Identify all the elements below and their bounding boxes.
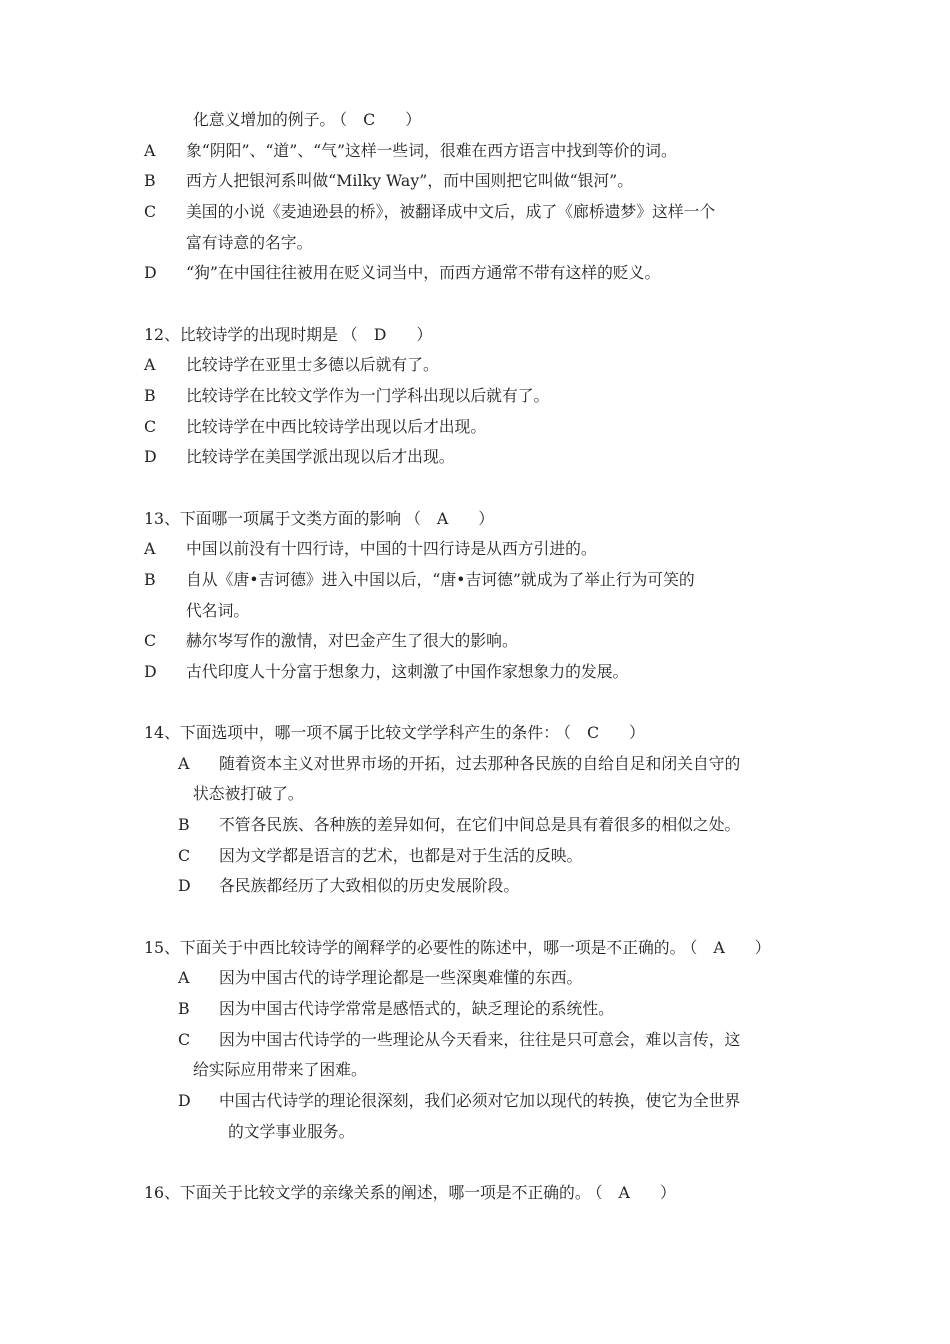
answer-paren-close: ）: [659, 1182, 676, 1202]
option-b: [0, 810, 950, 841]
answer-paren-open: （: [341, 324, 358, 344]
option-c: [0, 197, 950, 228]
answer-paren-close: ）: [416, 324, 433, 344]
answer-letter: C: [586, 723, 600, 743]
option-label: A: [144, 539, 156, 559]
option-text: 因为中国古代的诗学理论都是一些深奥难懂的东西。: [219, 968, 583, 988]
option-b: [0, 994, 950, 1025]
option-text: 比较诗学在比较文学作为一门学科出现以后就有了。: [186, 385, 550, 405]
option-text: 象“阴阳”、“道”、“气”这样一些词，很难在西方语言中找到等价的词。: [186, 140, 677, 160]
option-label: A: [144, 355, 156, 375]
option-text: 因为中国古代诗学的一些理论从今天看来，往往是只可意会，难以言传，这: [219, 1029, 741, 1049]
option-text: 比较诗学在亚里士多德以后就有了。: [186, 355, 439, 375]
question-15: [0, 933, 950, 1148]
option-c: [0, 412, 950, 443]
option-text: 不管各民族、各种族的差异如何，在它们中间总是具有着很多的相似之处。: [219, 815, 741, 835]
option-label: B: [178, 999, 190, 1019]
option-d: [0, 871, 950, 902]
option-text: 古代印度人十分富于想象力，这刺激了中国作家想象力的发展。: [186, 661, 629, 681]
option-c: [0, 1025, 950, 1056]
answer-paren-close: ）: [754, 937, 771, 957]
option-d-continuation: [0, 1117, 950, 1148]
option-text: 比较诗学在美国学派出现以后才出现。: [186, 447, 455, 467]
answer-paren-open: （: [405, 508, 421, 528]
answer-letter: A: [713, 937, 725, 957]
option-text: 西方人把银河系叫做“Milky Way”，而中国则把它叫做“银河”。: [186, 171, 634, 191]
option-text: 随着资本主义对世界市场的开拓，过去那种各民族的自给自足和闭关自守的: [219, 753, 741, 773]
option-a-continuation: [0, 779, 950, 810]
question-stem: [0, 320, 950, 351]
option-label: D: [178, 1091, 191, 1110]
option-label: C: [178, 845, 191, 865]
option-text-continuation: 的文学事业服务。: [228, 1121, 355, 1141]
option-label: D: [144, 447, 157, 467]
option-a: [0, 136, 950, 167]
question-stem: [0, 1178, 950, 1209]
question-stem-text: 13、下面哪一项属于文类方面的影响: [144, 508, 402, 528]
option-label: C: [144, 631, 157, 651]
option-b: [0, 381, 950, 412]
option-text: 美国的小说《麦迪逊县的桥》，被翻译成中文后，成了《廊桥遗梦》这样一个: [186, 201, 716, 221]
option-label: D: [144, 661, 157, 681]
answer-paren-close: ）: [478, 508, 495, 528]
answer-paren-open: （: [339, 110, 348, 129]
answer-letter: A: [618, 1182, 630, 1202]
option-label: A: [178, 753, 190, 773]
option-label: C: [144, 416, 157, 436]
option-text-continuation: 状态被打破了。: [193, 784, 304, 804]
option-d: [0, 657, 950, 688]
option-label: C: [178, 1029, 191, 1049]
option-text-continuation: 代名词。: [186, 600, 250, 620]
option-a: [0, 534, 950, 565]
option-b: [0, 166, 950, 197]
answer-letter: A: [436, 508, 449, 528]
question-stem: [0, 504, 950, 535]
option-label: C: [144, 201, 157, 221]
option-a: [0, 749, 950, 780]
question-stem-text: 16、下面关于比较文学的亲缘关系的阐述，哪一项是不正确的。: [144, 1182, 591, 1202]
option-label: A: [144, 140, 156, 160]
option-text: 中国以前没有十四行诗，中国的十四行诗是从西方引进的。: [186, 539, 597, 559]
option-b-continuation: [0, 596, 950, 627]
answer-paren-close: ）: [629, 723, 645, 743]
answer-paren-close: ）: [405, 110, 421, 129]
option-c: [0, 626, 950, 657]
answer-paren-open: （: [689, 937, 698, 957]
question-stem: [0, 718, 950, 749]
option-text: 赫尔岑写作的激情，对巴金产生了很大的影响。: [186, 631, 518, 651]
option-text: 中国古代诗学的理论很深刻，我们必须对它加以现代的转换，使它为全世界: [219, 1091, 741, 1110]
option-label: B: [178, 815, 190, 835]
option-text-continuation: 富有诗意的名字。: [186, 232, 313, 252]
option-c-continuation: [0, 228, 950, 259]
option-d: [0, 442, 950, 473]
question-14: [0, 718, 950, 902]
question-12: [0, 320, 950, 473]
answer-paren-open: （: [563, 723, 571, 743]
answer-letter: C: [363, 110, 376, 129]
option-text: 因为文学都是语言的艺术，也都是对于生活的反映。: [219, 845, 583, 865]
option-d: [0, 258, 950, 289]
option-d: [0, 1086, 950, 1117]
option-label: D: [178, 876, 191, 896]
document-page: [0, 105, 950, 1209]
option-a: [0, 350, 950, 381]
option-label: B: [144, 569, 156, 589]
question-stem-text: 15、下面关于中西比较诗学的阐释学的必要性的陈述中，哪一项是不正确的。: [144, 937, 686, 957]
question-16: [0, 1178, 950, 1209]
question-stem-text: 14、下面选项中，哪一项不属于比较文学学科产生的条件：: [144, 723, 560, 743]
option-a: [0, 963, 950, 994]
question-stem-text: 化意义增加的例子。: [193, 110, 336, 129]
option-text-continuation: 给实际应用带来了困难。: [193, 1060, 367, 1080]
option-label: B: [144, 385, 156, 405]
option-text: 各民族都经历了大致相似的历史发展阶段。: [219, 876, 520, 896]
option-text: 因为中国古代诗学常常是感悟式的，缺乏理论的系统性。: [219, 999, 614, 1019]
option-b: [0, 565, 950, 596]
option-text: 自从《唐•吉诃德》进入中国以后，“唐•吉诃德”就成为了举止行为可笑的: [186, 569, 695, 589]
option-text: 比较诗学在中西比较诗学出现以后才出现。: [186, 416, 487, 436]
question-11: [0, 105, 950, 289]
option-c: [0, 841, 950, 872]
answer-paren-open: （: [594, 1182, 603, 1202]
answer-letter: D: [373, 324, 387, 344]
option-label: D: [144, 263, 157, 283]
question-stem: [0, 933, 950, 964]
option-label: B: [144, 171, 156, 191]
option-text: “狗”在中国往往被用在贬义词当中，而西方通常不带有这样的贬义。: [186, 263, 661, 283]
option-label: A: [178, 968, 190, 988]
question-stem: [0, 105, 950, 136]
question-13: [0, 504, 950, 688]
question-stem-text: 12、比较诗学的出现时期是: [144, 324, 338, 344]
option-c-continuation: [0, 1055, 950, 1086]
